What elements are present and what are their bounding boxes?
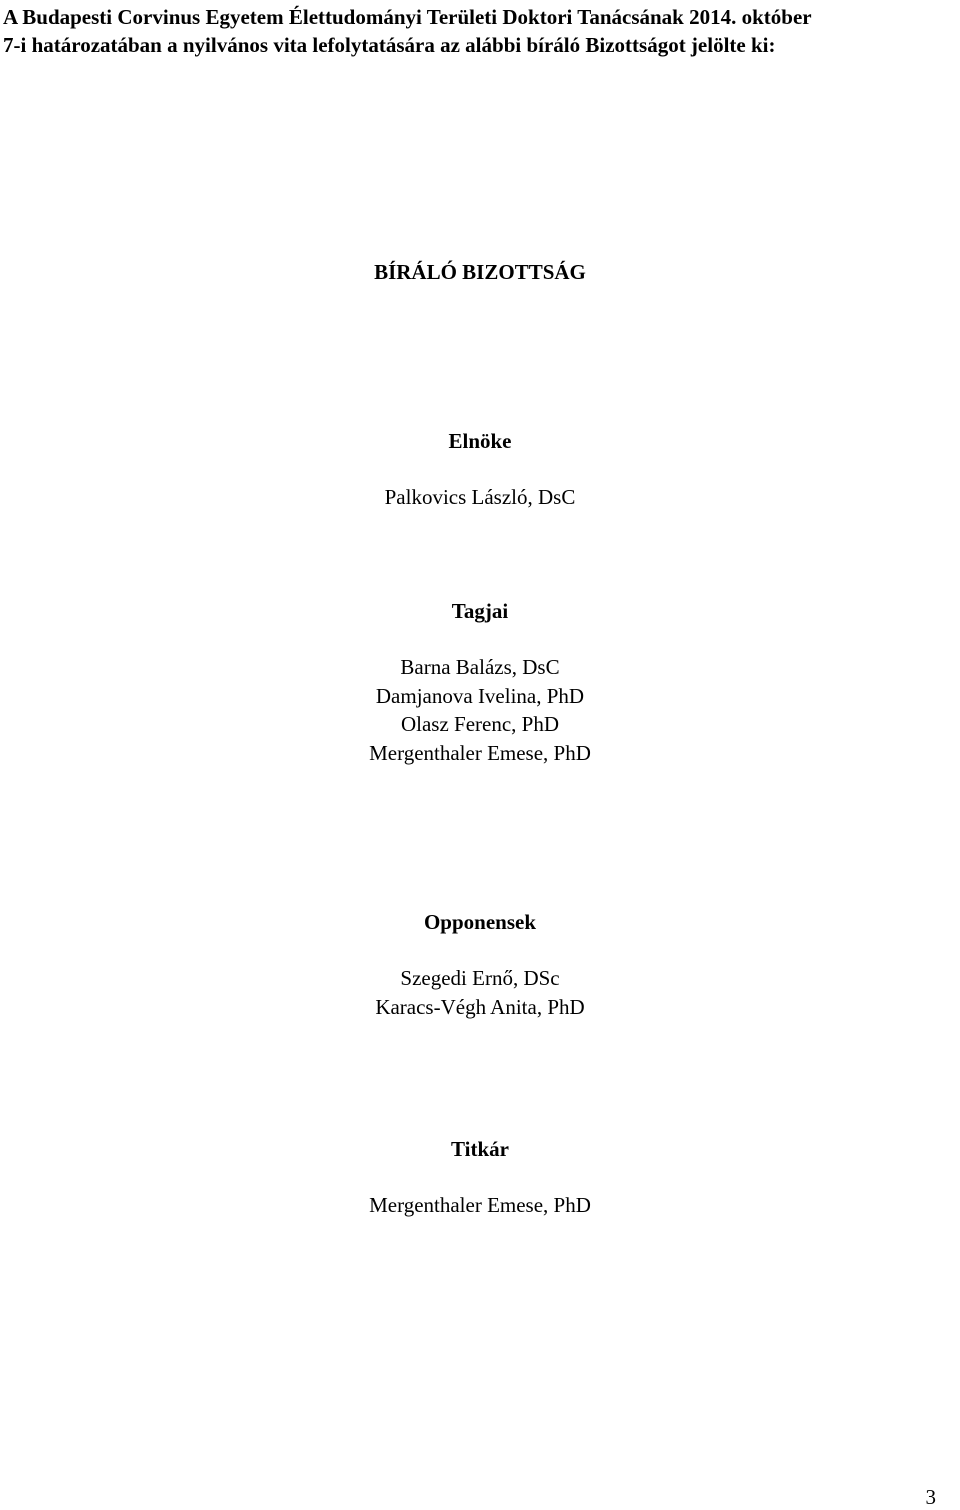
chair-heading: Elnöke: [448, 429, 512, 453]
members-heading: Tagjai: [451, 599, 509, 623]
member-name: Damjanova Ivelina, PhD: [375, 683, 585, 708]
page-number: 3: [925, 1485, 936, 1509]
intro-line-1: A Budapesti Corvinus Egyetem Élettudományi Területi Doktori Tanácsának 2014. október: [3, 5, 812, 29]
intro-line-2: 7-i határozatában a nyilvános vita lefolytatására az alábbi bíráló Bizottságot jelölte ki:: [3, 33, 776, 57]
opponents-list: [0, 964, 960, 1021]
committee-title: BÍRÁLÓ BIZOTTSÁG: [374, 260, 586, 284]
opponents-heading: Opponensek: [423, 910, 537, 934]
secretary-name: Mergenthaler Emese, PhD: [369, 1193, 591, 1217]
member-name: Barna Balázs, DsC: [400, 655, 560, 679]
members-list: [0, 653, 960, 767]
intro-paragraph: [3, 3, 955, 59]
opponent-name: Szegedi Ernő, DSc: [400, 966, 560, 990]
chair-name: Palkovics László, DsC: [384, 485, 576, 509]
member-name: Olasz Ferenc, PhD: [400, 712, 560, 736]
member-name: Mergenthaler Emese, PhD: [369, 740, 591, 765]
secretary-heading: Titkár: [451, 1137, 509, 1161]
opponent-name: Karacs-Végh Anita, PhD: [375, 994, 585, 1019]
